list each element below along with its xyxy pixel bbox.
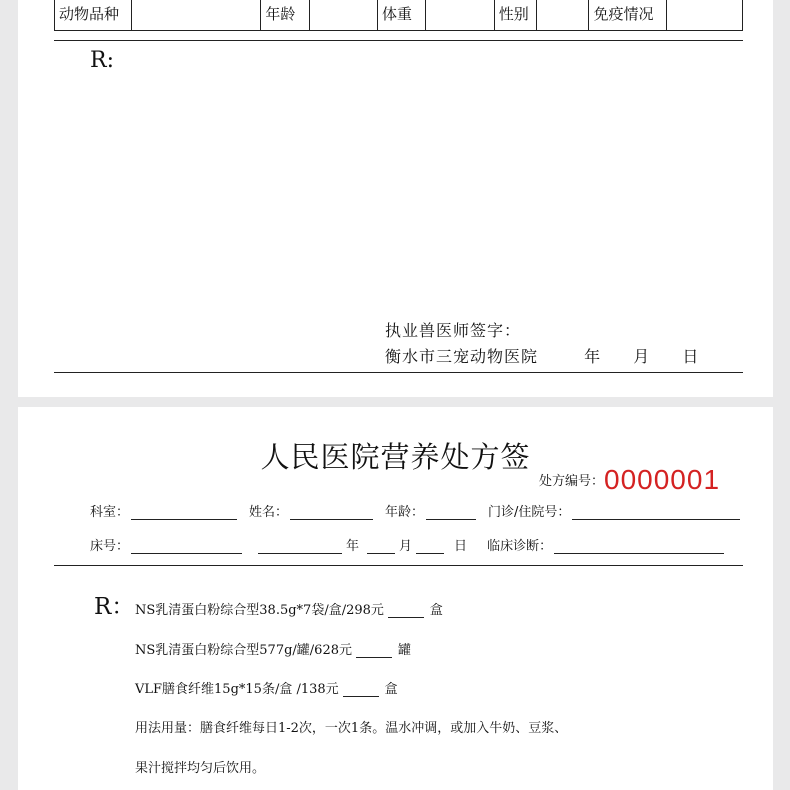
- animal-breed-label: 动物品种: [55, 0, 132, 30]
- date-year-label: 年: [584, 347, 602, 366]
- quantity-field[interactable]: [388, 606, 424, 618]
- day-label: 日: [454, 539, 468, 554]
- vet-signature-label: 执业兽医师签字：: [385, 321, 522, 340]
- header-divider: [54, 40, 743, 41]
- list-item: [135, 678, 398, 697]
- year-label: 年: [346, 539, 360, 554]
- sex-field[interactable]: [537, 0, 590, 30]
- weight-field[interactable]: [426, 0, 495, 30]
- patient-row-2: [90, 535, 724, 554]
- item-unit: 盒: [384, 682, 398, 697]
- patient-info-divider: [54, 565, 743, 566]
- patient-row-1: [90, 501, 740, 520]
- usage-instructions-line-2: 果汁搅拌均匀后饮用。: [135, 761, 266, 776]
- year-field[interactable]: [258, 541, 342, 554]
- hospital-name: 衡水市三宠动物医院: [385, 347, 539, 366]
- prescription-number-value: 0000001: [604, 464, 721, 495]
- item-text: VLF膳食纤维15g*15条/盒 /138元: [135, 682, 339, 697]
- page-title: 人民医院营养处方签: [260, 440, 531, 474]
- item-unit: 盒: [429, 603, 443, 618]
- sex-label: 性别: [495, 0, 537, 30]
- clinic-number-field[interactable]: [572, 507, 740, 520]
- item-text: NS乳清蛋白粉综合型577g/罐/628元: [135, 643, 352, 658]
- hospital-date-line: [385, 344, 699, 367]
- top-prescription-sheet: [18, 0, 773, 397]
- age-label: 年龄: [261, 0, 310, 30]
- diagnosis-label: 临床诊断：: [487, 539, 553, 554]
- bottom-prescription-sheet: [18, 407, 773, 790]
- bed-label: 床号：: [90, 539, 130, 554]
- footer-divider: [54, 372, 743, 373]
- name-field[interactable]: [290, 507, 373, 520]
- age-field[interactable]: [310, 0, 378, 30]
- age-field-2[interactable]: [426, 507, 476, 520]
- department-field[interactable]: [131, 507, 237, 520]
- animal-info-table: [54, 0, 743, 31]
- date-day-label: 日: [682, 347, 700, 366]
- department-label: 科室：: [90, 505, 130, 520]
- rx-symbol: R:: [90, 48, 114, 73]
- quantity-field[interactable]: [356, 646, 392, 658]
- month-label: 月: [399, 539, 413, 554]
- rx-symbol-2: R：: [94, 594, 135, 620]
- immunization-field[interactable]: [667, 0, 742, 30]
- weight-label: 体重: [378, 0, 426, 30]
- clinic-number-label: 门诊/住院号：: [488, 505, 571, 520]
- item-unit: 罐: [398, 643, 412, 658]
- list-item: [135, 639, 411, 658]
- immunization-label: 免疫情况: [589, 0, 667, 30]
- list-item: [135, 599, 443, 618]
- date-month-label: 月: [633, 347, 651, 366]
- prescription-number-label: 处方编号：: [539, 474, 605, 489]
- name-label: 姓名：: [249, 505, 289, 520]
- age-label-2: 年龄：: [385, 505, 425, 520]
- usage-instructions-line-1: 用法用量：膳食纤维每日1-2次，一次1条。温水冲调，或加入牛奶、豆浆、: [135, 721, 568, 736]
- bed-field[interactable]: [131, 541, 242, 554]
- prescription-number: [539, 464, 720, 496]
- item-text: NS乳清蛋白粉综合型38.5g*7袋/盒/298元: [135, 603, 384, 618]
- diagnosis-field[interactable]: [554, 541, 724, 554]
- animal-breed-field[interactable]: [132, 0, 262, 30]
- day-field[interactable]: [416, 541, 444, 554]
- month-field[interactable]: [367, 541, 395, 554]
- quantity-field[interactable]: [343, 685, 379, 697]
